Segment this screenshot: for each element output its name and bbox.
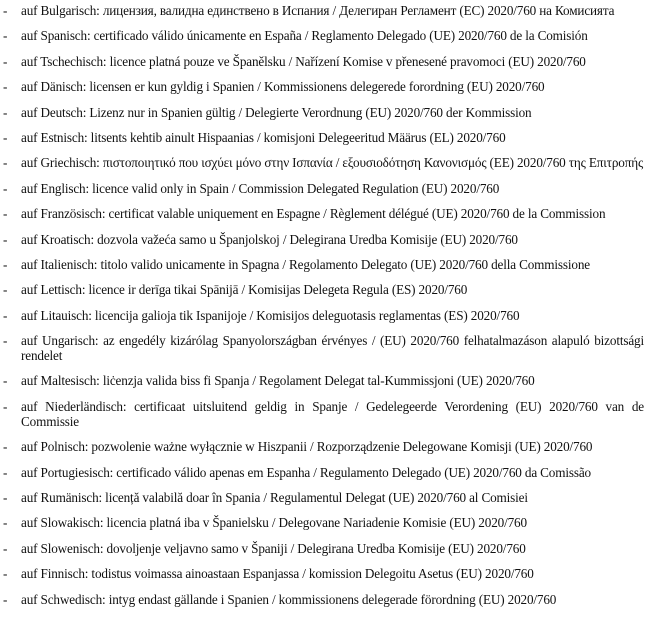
list-dash: - <box>3 591 8 607</box>
entry-text: auf Bulgarisch: лицензия, валидна единствено в Испания / Делегиран Регламент (ЕС) 2020/760 на Комисията <box>21 3 615 18</box>
list-item-bulgarian <box>0 3 644 18</box>
list-item-italian <box>0 257 644 272</box>
list-dash: - <box>3 373 8 389</box>
entry-text: auf Finnisch: todistus voimassa ainoastaan Espanjassa / komission Delegoitu Asetus (EU) 2020/760 <box>21 566 534 582</box>
list-item-croatian <box>0 232 644 247</box>
list-dash: - <box>3 439 8 455</box>
entry-text: auf Tschechisch: licence platná pouze ve Španělsku / Nařízení Komise v přenesené pravomoci (EU) 2020/760 <box>21 53 586 69</box>
list-item-estonian <box>0 130 644 145</box>
entry-text: auf Dänisch: licensen er kun gyldig i Spanien / Kommissionens delegerede forordning (EU) 2020/760 <box>21 79 545 95</box>
entry-text: auf Maltesisch: liċenzja valida biss fi Spanja / Regolament Delegat tal-Kummissjoni (UE) 2020/760 <box>21 373 535 389</box>
entry-text: auf Englisch: licence valid only in Spain / Commission Delegated Regulation (EU) 2020/760 <box>21 180 500 196</box>
list-dash: - <box>3 3 8 18</box>
list-item-french <box>0 206 644 221</box>
list-dash: - <box>3 307 8 323</box>
list-dash: - <box>3 155 8 171</box>
entry-text: auf Spanisch: certificado válido únicamente en España / Reglamento Delegado (UE) 2020/760 de la Comisión <box>21 28 588 44</box>
list-dash: - <box>3 231 8 247</box>
list-item-hungarian <box>0 333 644 363</box>
language-entries-list <box>0 3 644 607</box>
entry-text: auf Slowakisch: licencia platná iba v Španielsku / Delegovane Nariadenie Komisie (EU) 2020/760 <box>21 515 527 531</box>
entry-text: auf Kroatisch: dozvola važeća samo u Španjolskoj / Delegirana Uredba Komisije (EU) 2020/760 <box>21 231 518 247</box>
list-dash: - <box>3 566 8 582</box>
entry-text: auf Ungarisch: az engedély kizárólag Spanyolországban érvényes / (EU) 2020/760 felhatalmazáson alapuló bizottsági rendelet <box>21 333 644 364</box>
list-dash: - <box>3 180 8 196</box>
list-dash: - <box>3 28 8 44</box>
list-dash: - <box>3 206 8 222</box>
list-item-polish <box>0 439 644 454</box>
list-dash: - <box>3 490 8 506</box>
list-item-danish <box>0 79 644 94</box>
list-dash: - <box>3 104 8 120</box>
list-dash: - <box>3 53 8 69</box>
entry-text: auf Italienisch: titolo valido unicamente in Spagna / Regolamento Delegato (UE) 2020/760 della Commissione <box>21 256 590 272</box>
entry-text: auf Lettisch: licence ir derīga tikai Spānijā / Komisijas Delegeta Regula (ES) 2020/760 <box>21 282 468 298</box>
entry-text: auf Rumänisch: licență valabilă doar în Spania / Regulamentul Delegat (UE) 2020/760 al Comisiei <box>21 490 528 506</box>
list-item-romanian <box>0 490 644 505</box>
list-item-lithuanian <box>0 308 644 323</box>
entry-text: auf Französisch: certificat valable uniquement en Espagne / Règlement délégué (UE) 2020/760 de la Commission <box>21 206 606 222</box>
entry-text: auf Deutsch: Lizenz nur in Spanien gültig / Delegierte Verordnung (EU) 2020/760 der Kommission <box>21 104 532 120</box>
list-item-czech <box>0 54 644 69</box>
list-item-portuguese <box>0 465 644 480</box>
list-item-german <box>0 105 644 120</box>
list-dash: - <box>3 129 8 145</box>
entry-text: auf Litauisch: licencija galioja tik Ispanijoje / Komisijos deleguotasis reglamentas (ES) 2020/760 <box>21 307 520 323</box>
list-dash: - <box>3 79 8 95</box>
list-dash: - <box>3 256 8 272</box>
list-item-english <box>0 181 644 196</box>
entry-text: auf Slowenisch: dovoljenje veljavno samo v Španiji / Delegirana Uredba Komisije (EU) 2020/760 <box>21 540 526 556</box>
list-item-swedish <box>0 592 644 607</box>
entry-text: auf Griechisch: πιστοποιητικό που ισχύει μόνο στην Ισπανία / εξουσιοδότηση Κανονισμός (ΕΕ) 2020/760 της Επιτροπής <box>21 155 644 171</box>
entry-text: auf Schwedisch: intyg endast gällande i Spanien / kommissionens delegerade förordning (EU) 2020/760 <box>21 591 557 607</box>
list-item-spanish <box>0 28 644 43</box>
list-item-maltese <box>0 373 644 388</box>
list-dash: - <box>3 398 8 414</box>
list-dash: - <box>3 333 8 349</box>
entry-text: auf Niederländisch: certificaat uitsluitend geldig in Spanje / Gedelegeerde Verordening (EU) 2020/760 van de Commissie <box>21 398 644 429</box>
entry-text: auf Polnisch: pozwolenie ważne wyłącznie w Hiszpanii / Rozporządzenie Delegowane Komisji (UE) 2020/760 <box>21 439 593 455</box>
list-item-greek <box>0 155 644 170</box>
list-item-slovak <box>0 515 644 530</box>
list-dash: - <box>3 540 8 556</box>
entry-text: auf Estnisch: litsents kehtib ainult Hispaanias / komisjoni Delegeeritud Määrus (EL) 2020/760 <box>21 129 506 145</box>
list-item-slovenian <box>0 541 644 556</box>
list-item-latvian <box>0 282 644 297</box>
list-item-finnish <box>0 566 644 581</box>
list-dash: - <box>3 282 8 298</box>
list-item-dutch <box>0 399 644 429</box>
list-dash: - <box>3 464 8 480</box>
list-dash: - <box>3 515 8 531</box>
entry-text: auf Portugiesisch: certificado válido apenas em Espanha / Regulamento Delegado (UE) 2020/760 da Comissão <box>21 464 591 480</box>
